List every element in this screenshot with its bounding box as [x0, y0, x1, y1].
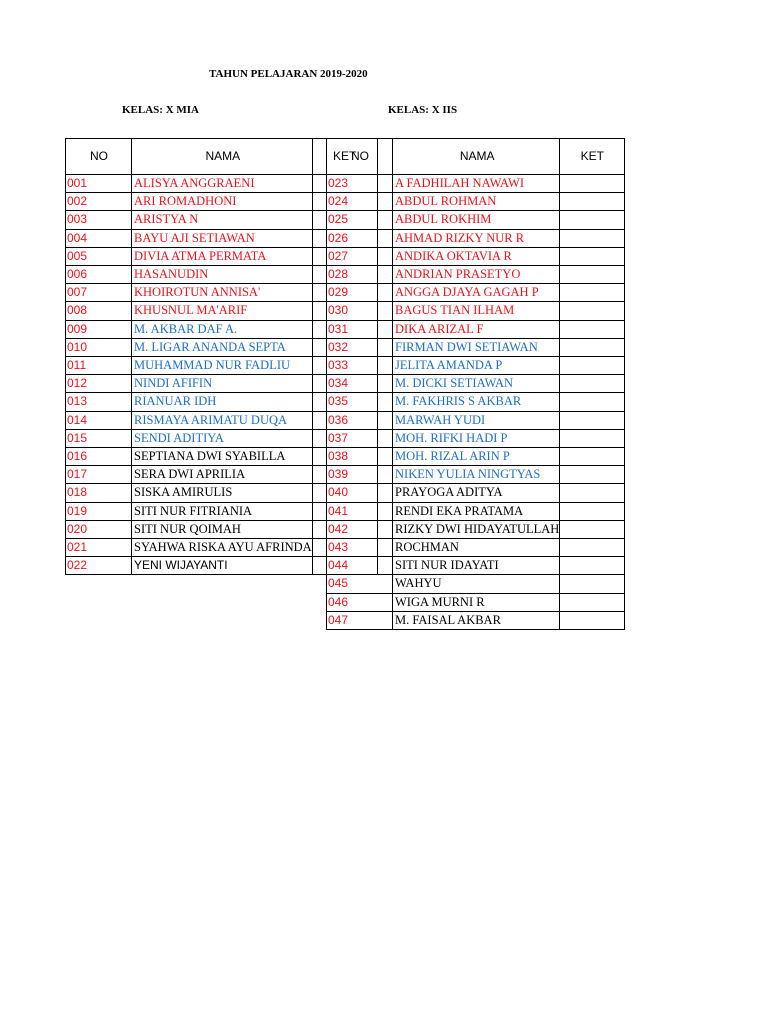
table-row — [327, 302, 625, 320]
student-name — [132, 211, 313, 229]
row-number: 012 — [66, 375, 132, 393]
remarks-cell — [560, 539, 625, 557]
student-name-text: M. AKBAR DAF A. — [134, 321, 238, 336]
student-name — [393, 284, 560, 302]
table-row — [327, 229, 625, 247]
remarks-cell — [560, 247, 625, 265]
row-number: 004 — [66, 229, 132, 247]
student-name-text: RIZKY DWI HIDAYATULLAH — [395, 521, 560, 536]
student-name — [132, 229, 313, 247]
remarks-cell — [560, 611, 625, 629]
student-name — [132, 375, 313, 393]
row-number: 044 — [327, 557, 393, 575]
table-row — [327, 484, 625, 502]
row-number: 036 — [327, 411, 393, 429]
row-number: 015 — [66, 429, 132, 447]
student-name — [393, 429, 560, 447]
student-name-text: YENI WIJAYANTI — [134, 558, 228, 573]
student-name — [393, 539, 560, 557]
student-name-text: RENDI EKA PRATAMA — [395, 503, 524, 518]
student-name — [393, 193, 560, 211]
student-name — [132, 557, 313, 575]
table-row — [327, 448, 625, 466]
table-row — [327, 357, 625, 375]
student-name-text: PRAYOGA ADITYA — [395, 485, 503, 500]
row-number: 001 — [66, 175, 132, 193]
student-name-text: NIKEN YULIA NINGTYAS — [395, 467, 541, 482]
class-label-iis: KELAS: X IIS — [388, 104, 458, 116]
header-no: NO — [66, 139, 132, 175]
row-number: 030 — [327, 302, 393, 320]
student-name — [393, 484, 560, 502]
student-name-text: ABDUL ROHMAN — [395, 194, 497, 209]
row-number: 009 — [66, 320, 132, 338]
student-name-text: M. LIGAR ANANDA SEPTA — [134, 339, 286, 354]
remarks-cell — [560, 484, 625, 502]
student-name — [132, 484, 313, 502]
remarks-cell — [560, 338, 625, 356]
student-name — [393, 411, 560, 429]
remarks-cell — [560, 320, 625, 338]
row-number: 033 — [327, 357, 393, 375]
row-number: 047 — [327, 611, 393, 629]
row-number: 006 — [66, 266, 132, 284]
student-name — [132, 175, 313, 193]
remarks-cell — [560, 375, 625, 393]
remarks-cell — [560, 393, 625, 411]
student-name — [393, 229, 560, 247]
row-number: 021 — [66, 539, 132, 557]
table-row — [327, 611, 625, 629]
table-row — [327, 539, 625, 557]
student-name-text: ANDIKA OKTAVIA R — [395, 248, 512, 263]
row-number: 026 — [327, 229, 393, 247]
row-number: 002 — [66, 193, 132, 211]
student-name — [132, 539, 313, 557]
student-name-text: SITI NUR FITRIANIA — [134, 503, 253, 518]
row-number: 038 — [327, 448, 393, 466]
table-body-iis — [327, 175, 625, 630]
remarks-cell — [560, 175, 625, 193]
remarks-cell — [560, 266, 625, 284]
row-number: 018 — [66, 484, 132, 502]
student-name-text: ALISYA ANGGRAENI — [134, 176, 255, 190]
table-row — [327, 466, 625, 484]
student-name-text: RISMAYA ARIMATU DUQA — [134, 412, 288, 427]
remarks-cell — [560, 302, 625, 320]
student-name-text: DIKA ARIZAL F — [395, 321, 484, 336]
row-number: 014 — [66, 411, 132, 429]
row-number: 045 — [327, 575, 393, 593]
student-name-text: FIRMAN DWI SETIAWAN — [395, 339, 538, 354]
row-number: 008 — [66, 302, 132, 320]
student-name — [393, 502, 560, 520]
student-name — [393, 393, 560, 411]
student-name — [132, 466, 313, 484]
student-name — [393, 611, 560, 629]
document-title: TAHUN PELAJARAN 2019-2020 — [209, 68, 368, 80]
student-name-text: M. FAKHRIS S AKBAR — [395, 394, 522, 409]
table-row — [327, 557, 625, 575]
student-name-text: KHOIROTUN ANNISA' — [134, 285, 261, 300]
student-name — [393, 448, 560, 466]
remarks-cell — [560, 502, 625, 520]
row-number: 046 — [327, 593, 393, 611]
row-number: 024 — [327, 193, 393, 211]
student-name — [393, 175, 560, 193]
student-name-text: NINDI AFIFIN — [134, 376, 213, 391]
row-number: 017 — [66, 466, 132, 484]
student-name — [132, 502, 313, 520]
remarks-cell — [560, 557, 625, 575]
student-name — [132, 247, 313, 265]
student-name-text: SEPTIANA DWI SYABILLA — [134, 449, 286, 464]
row-number: 032 — [327, 338, 393, 356]
row-number: 011 — [66, 357, 132, 375]
student-name-text: JELITA AMANDA P — [395, 358, 503, 373]
student-name — [393, 320, 560, 338]
student-name-text: MOH. RIZAL ARIN P — [395, 449, 510, 464]
row-number: 023 — [327, 175, 393, 193]
class-label-mia: KELAS: X MIA — [122, 104, 200, 116]
student-name — [393, 266, 560, 284]
table-row — [327, 575, 625, 593]
remarks-cell — [560, 593, 625, 611]
row-number: 022 — [66, 557, 132, 575]
table-header-row — [327, 139, 625, 175]
student-name-text: MARWAH YUDI — [395, 412, 486, 427]
table-row — [327, 393, 625, 411]
student-name-text: BAGUS TIAN ILHAM — [395, 303, 515, 318]
row-number: 028 — [327, 266, 393, 284]
student-name — [132, 320, 313, 338]
student-name — [393, 557, 560, 575]
row-number: 016 — [66, 448, 132, 466]
student-name-text: M. FAISAL AKBAR — [395, 612, 501, 627]
table-row — [327, 429, 625, 447]
remarks-cell — [560, 466, 625, 484]
student-name — [393, 302, 560, 320]
row-number: 003 — [66, 211, 132, 229]
student-name — [393, 357, 560, 375]
table-row — [327, 411, 625, 429]
student-name-text: SERA DWI APRILIA — [134, 467, 246, 482]
student-name-text: MOH. RIFKI HADI P — [395, 430, 508, 445]
student-table-iis — [326, 138, 625, 630]
student-name-text: ARI ROMADHONI — [134, 194, 237, 209]
row-number: 043 — [327, 539, 393, 557]
student-name-text: SITI NUR IDAYATI — [395, 558, 499, 573]
student-name-text: SITI NUR QOIMAH — [134, 521, 241, 536]
table-row — [327, 211, 625, 229]
remarks-cell — [560, 411, 625, 429]
remarks-cell — [560, 193, 625, 211]
header-nama: NAMA — [132, 139, 313, 175]
student-name — [132, 520, 313, 538]
student-name — [132, 393, 313, 411]
student-name-text: WAHYU — [395, 576, 442, 591]
remarks-cell — [560, 575, 625, 593]
table-row — [327, 266, 625, 284]
student-name — [393, 593, 560, 611]
student-name-text: SISKA AMIRULIS — [134, 485, 233, 500]
student-name-text: DIVIA ATMA PERMATA — [134, 248, 267, 263]
table-row — [327, 338, 625, 356]
row-number: 041 — [327, 502, 393, 520]
remarks-cell — [560, 520, 625, 538]
student-name — [132, 357, 313, 375]
remarks-cell — [560, 429, 625, 447]
header-ket: KET — [312, 139, 377, 175]
student-name-text: A FADHILAH NAWAWI — [395, 176, 524, 190]
student-name — [132, 193, 313, 211]
table-row — [327, 375, 625, 393]
row-number: 037 — [327, 429, 393, 447]
student-name — [393, 520, 560, 538]
student-name — [393, 375, 560, 393]
student-name — [393, 466, 560, 484]
row-number: 005 — [66, 247, 132, 265]
student-name-text: ANGGA DJAYA GAGAH P — [395, 285, 539, 300]
student-name-text: M. DICKI SETIAWAN — [395, 376, 514, 391]
row-number: 020 — [66, 520, 132, 538]
row-number: 042 — [327, 520, 393, 538]
row-number: 029 — [327, 284, 393, 302]
row-number: 027 — [327, 247, 393, 265]
table-row — [327, 247, 625, 265]
student-name — [132, 266, 313, 284]
student-name-text: HASANUDIN — [134, 267, 209, 282]
row-number: 035 — [327, 393, 393, 411]
row-number: 013 — [66, 393, 132, 411]
student-name-text: MUHAMMAD NUR FADLIU — [134, 358, 291, 373]
student-name-text: ROCHMAN — [395, 540, 459, 555]
row-number: 025 — [327, 211, 393, 229]
student-name — [393, 211, 560, 229]
remarks-cell — [560, 284, 625, 302]
header-nama: NAMA — [393, 139, 560, 175]
table-row — [327, 593, 625, 611]
remarks-cell — [560, 229, 625, 247]
student-name — [393, 338, 560, 356]
table-row — [327, 320, 625, 338]
remarks-cell — [560, 357, 625, 375]
row-number: 007 — [66, 284, 132, 302]
student-name — [393, 575, 560, 593]
row-number: 039 — [327, 466, 393, 484]
student-name-text: AHMAD RIZKY NUR R — [395, 230, 525, 245]
remarks-cell — [560, 448, 625, 466]
student-name-text: RIANUAR IDH — [134, 394, 217, 409]
row-number: 010 — [66, 338, 132, 356]
header-no: NO — [327, 139, 393, 175]
student-name — [132, 448, 313, 466]
remarks-cell — [560, 211, 625, 229]
student-name-text: ABDUL ROKHIM — [395, 212, 492, 227]
student-name — [393, 247, 560, 265]
student-name-text: SYAHWA RISKA AYU AFRINDA — [134, 540, 312, 555]
student-name-text: SENDI ADITIYA — [134, 430, 224, 445]
table-row — [327, 193, 625, 211]
student-name — [132, 302, 313, 320]
student-name-text: BAYU AJI SETIAWAN — [134, 230, 255, 245]
student-name-text: ARISTYA N — [134, 212, 199, 227]
student-name — [132, 429, 313, 447]
row-number: 031 — [327, 320, 393, 338]
row-number: 019 — [66, 502, 132, 520]
row-number: 040 — [327, 484, 393, 502]
table-row — [327, 175, 625, 193]
table-row — [327, 520, 625, 538]
student-name — [132, 338, 313, 356]
row-number: 034 — [327, 375, 393, 393]
header-ket: KET — [560, 139, 625, 175]
student-name-text: ANDRIAN PRASETYO — [395, 267, 521, 282]
student-name-text: WIGA MURNI R — [395, 594, 485, 609]
student-name-text: KHUSNUL MA'ARIF — [134, 303, 248, 318]
table-row — [327, 502, 625, 520]
student-name — [132, 411, 313, 429]
student-name — [132, 284, 313, 302]
table-row — [327, 284, 625, 302]
